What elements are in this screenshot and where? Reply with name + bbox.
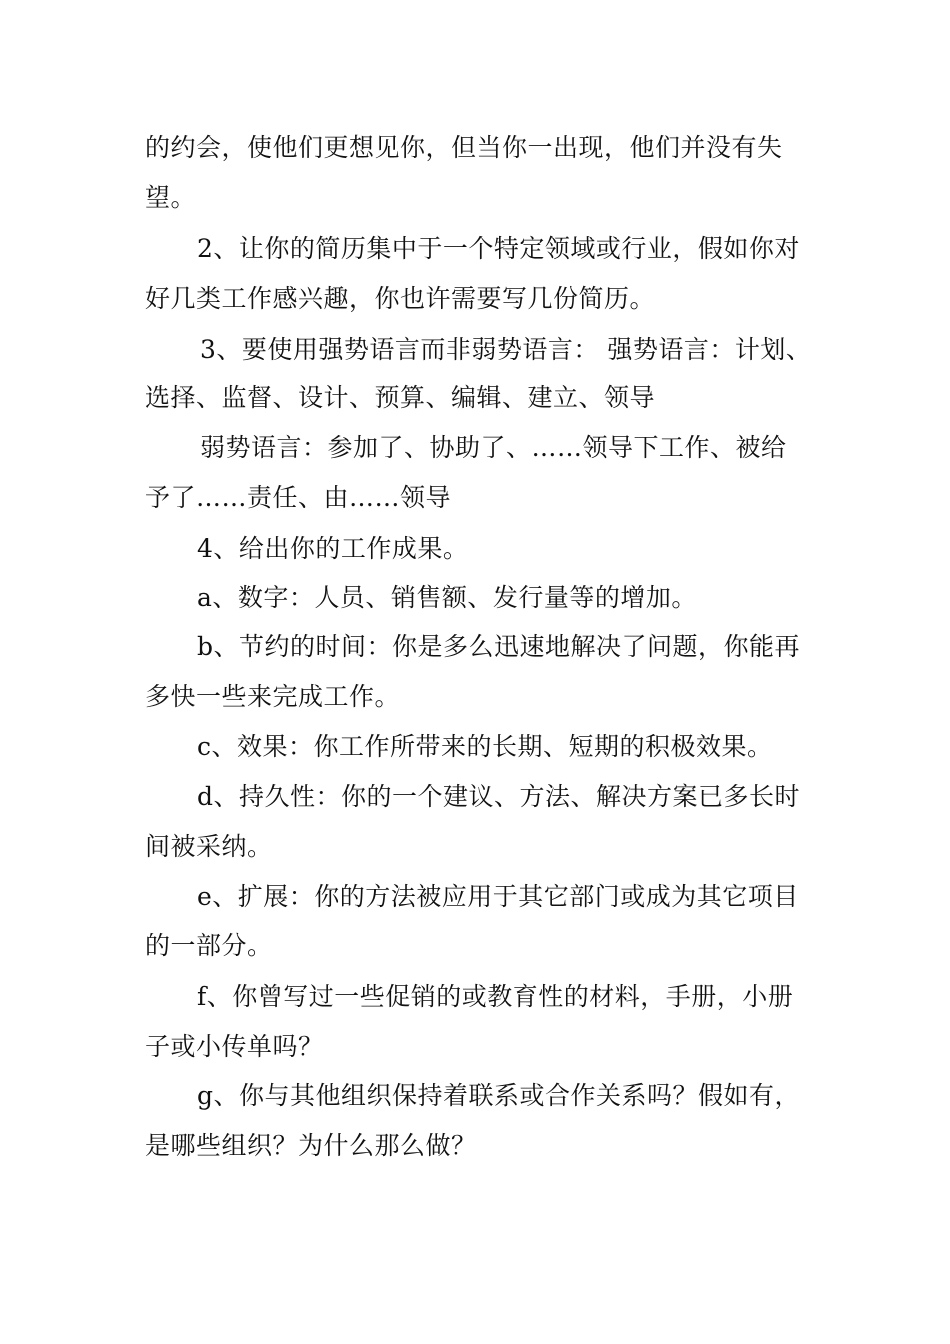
paragraph-line: f、你曾写过一些促销的或教育性的材料，手册，小册 (197, 982, 794, 1011)
text-line: 选择、监督、设计、预算、编辑、建立、领导 (145, 383, 656, 412)
text-line: 多快一些来完成工作。 (145, 682, 401, 711)
text-line: 的约会，使他们更想见你，但当你一出现，他们并没有失 (145, 133, 783, 162)
paragraph-line: d、持久性：你的一个建议、方法、解决方案已多长时 (197, 782, 801, 811)
text-line: 望。 (145, 183, 197, 212)
text-line: 是哪些组织？为什么那么做？ (145, 1131, 477, 1160)
text-line: 间被采纳。 (145, 832, 273, 861)
paragraph-line: 弱势语言：参加了、协助了、……领导下工作、被给 (200, 433, 787, 462)
text-line: 子或小传单吗？ (145, 1032, 324, 1061)
paragraph-line: b、节约的时间：你是多么迅速地解决了问题，你能再 (197, 632, 801, 661)
paragraph-line: g、你与其他组织保持着联系或合作关系吗？假如有， (197, 1081, 801, 1110)
text-line: 好几类工作感兴趣，你也许需要写几份简历。 (145, 284, 656, 313)
paragraph-line: e、扩展：你的方法被应用于其它部门或成为其它项目 (197, 882, 799, 911)
paragraph-line: 3、要使用强势语言而非弱势语言： 强势语言：计划、 (200, 335, 812, 364)
paragraph-line: 2、让你的简历集中于一个特定领域或行业，假如你对 (197, 234, 800, 263)
text-line: 的一部分。 (145, 931, 273, 960)
paragraph-line: c、效果：你工作所带来的长期、短期的积极效果。 (197, 732, 773, 761)
paragraph-line: a、数字：人员、销售额、发行量等的增加。 (197, 583, 697, 612)
paragraph-line: 4、给出你的工作成果。 (197, 534, 469, 563)
text-line: 予了……责任、由……领导 (145, 483, 452, 512)
